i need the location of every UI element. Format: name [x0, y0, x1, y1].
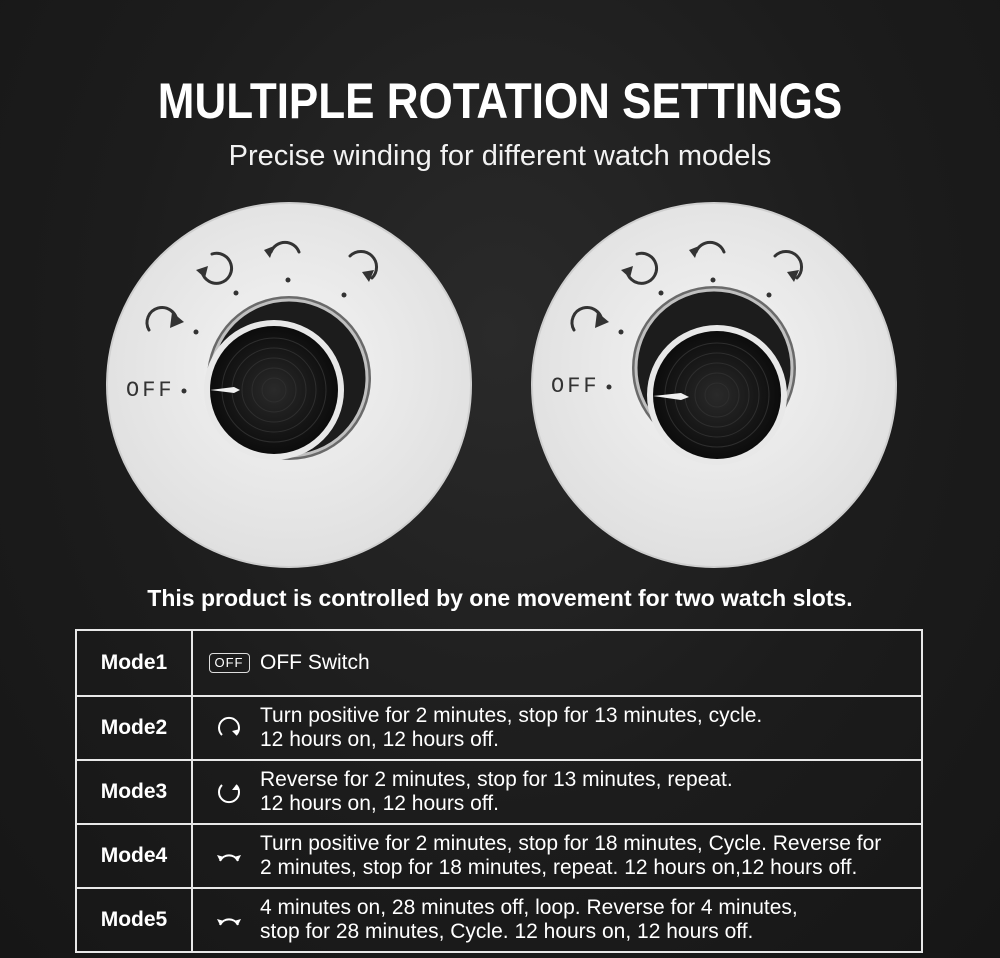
dial-right	[529, 200, 899, 570]
mode-description: OFF Switch	[260, 651, 370, 674]
dial-left	[104, 200, 474, 570]
table-row	[76, 888, 922, 952]
mode-description: Reverse for 2 minutes, stop for 13 minutes, repeat. 12 hours on, 12 hours off.	[260, 768, 733, 815]
page-title: MULTIPLE ROTATION SETTINGS	[157, 73, 843, 129]
off-badge: OFF	[209, 653, 250, 673]
bidirectional-arrow-icon	[206, 841, 252, 871]
table-row	[76, 824, 922, 888]
table-row	[76, 760, 922, 824]
table-row	[76, 696, 922, 760]
mode-name: Mode4	[76, 824, 192, 888]
mode-name: Mode2	[76, 696, 192, 760]
mode-description: Turn positive for 2 minutes, stop for 18 minutes, Cycle. Reverse for 2 minutes, stop for 18 minutes, repeat. 12 hours on,12 hours off.	[260, 832, 882, 879]
mode-table	[75, 629, 923, 953]
counterclockwise-arrow-icon	[206, 777, 252, 807]
page-subtitle: Precise winding for different watch models	[228, 140, 772, 172]
off-label: OFF	[126, 378, 175, 403]
bidirectional-arrow-icon	[206, 905, 252, 935]
mode-name: Mode1	[76, 630, 192, 696]
off-label: OFF	[551, 374, 600, 399]
mode-description: 4 minutes on, 28 minutes off, loop. Reverse for 4 minutes, stop for 28 minutes, Cycle. 12 hours on, 12 hours off.	[260, 896, 798, 943]
mode-description: Turn positive for 2 minutes, stop for 13 minutes, cycle. 12 hours on, 12 hours off.	[260, 704, 763, 751]
mode-name: Mode5	[76, 888, 192, 952]
product-note: This product is controlled by one movement for two watch slots.	[147, 585, 853, 611]
mode-name: Mode3	[76, 760, 192, 824]
clockwise-arrow-icon	[206, 713, 252, 743]
table-row	[76, 630, 922, 696]
